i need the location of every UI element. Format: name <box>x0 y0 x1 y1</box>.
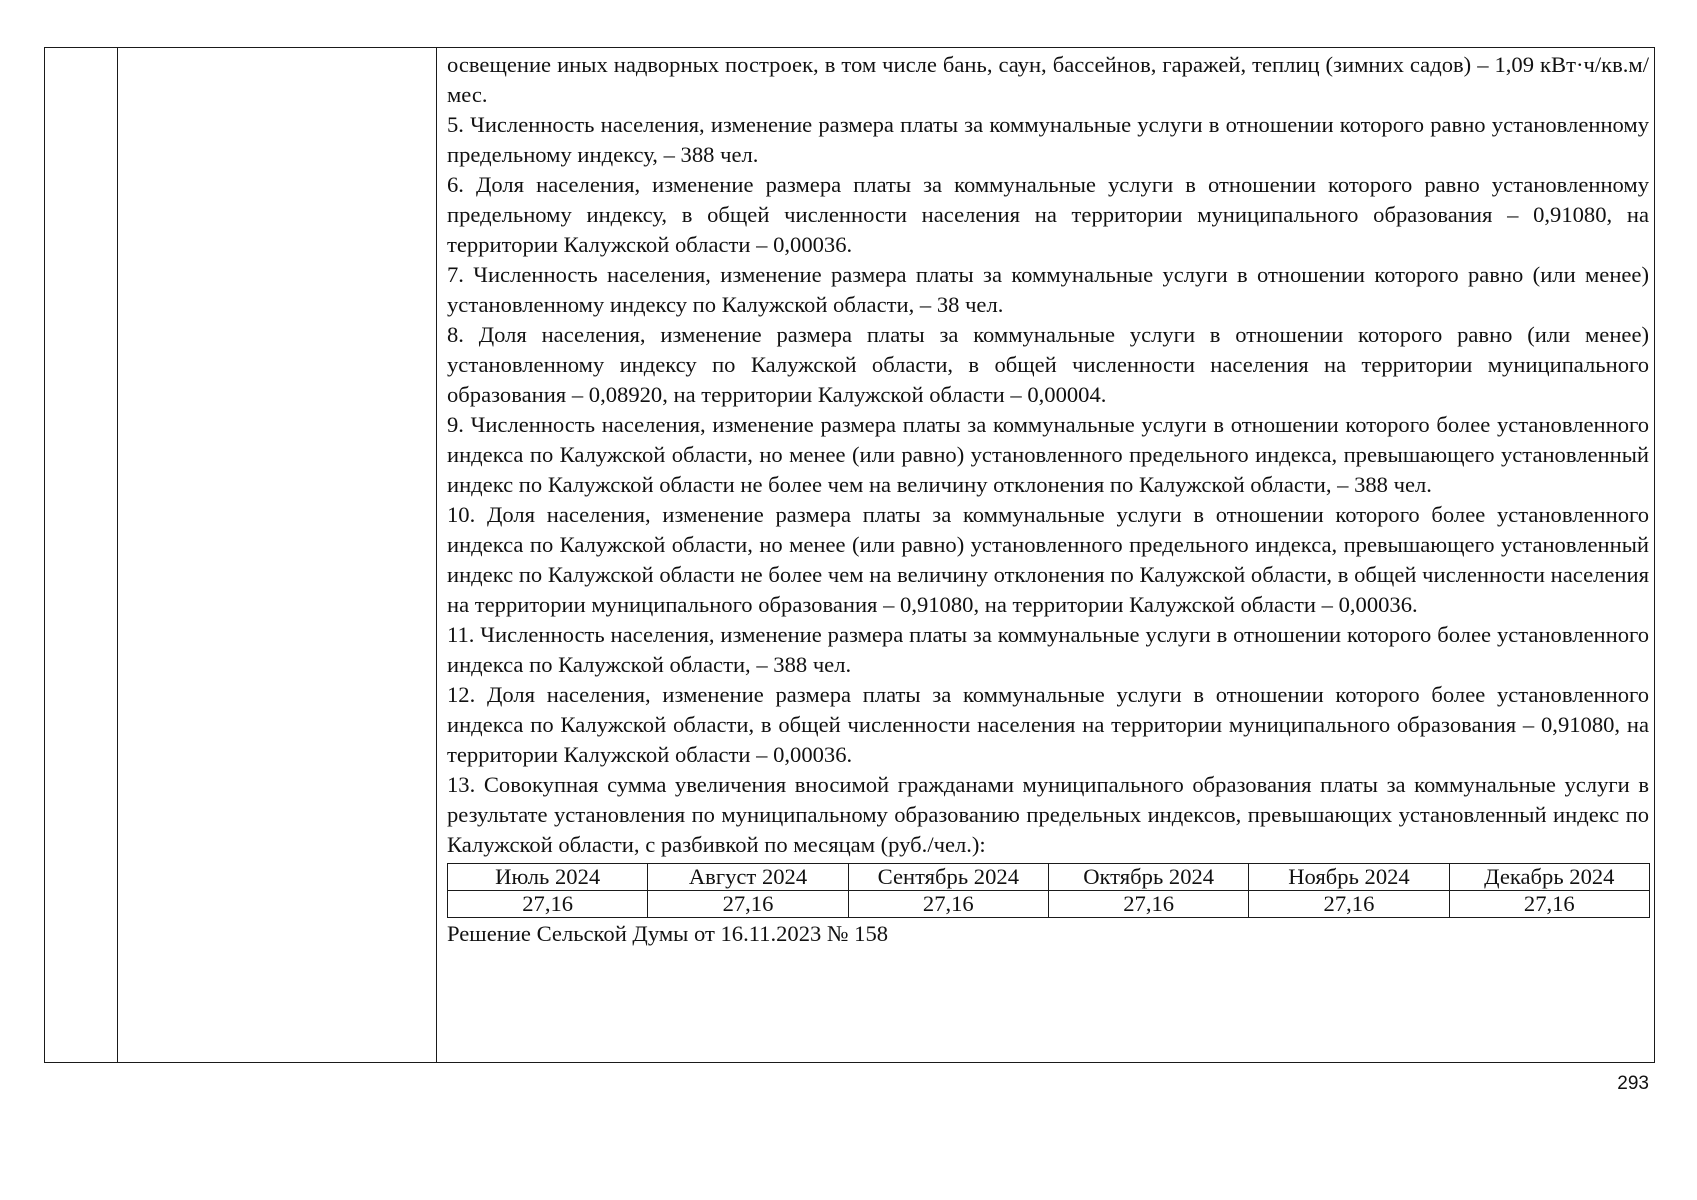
paragraph-7: 7. Численность населения, изменение размера платы за коммунальные услуги в отношении которого равно (или менее) установленному индексу по Калужской области, – 38 чел. <box>447 262 1649 317</box>
table-cell: 27,16 <box>1249 891 1449 918</box>
column-divider-1 <box>117 48 118 1062</box>
column-divider-2 <box>436 48 437 1062</box>
table-header-cell: Декабрь 2024 <box>1449 864 1649 891</box>
paragraph-6: 6. Доля населения, изменение размера платы за коммунальные услуги в отношении которого равно установленному предельному индексу, в общей численности населения на территории муниципального образования – 0,91080, на территории Калужской области – 0,00036. <box>447 172 1649 257</box>
paragraph-11: 11. Численность населения, изменение размера платы за коммунальные услуги в отношении которого более установленного индекса по Калужской области, – 388 чел. <box>447 622 1649 677</box>
paragraph-8: 8. Доля населения, изменение размера платы за коммунальные услуги в отношении которого равно (или менее) установленному индексу по Калужской области, в общей численности населения на территории муниципального образования – 0,08920, на территории Калужской области – 0,00004. <box>447 322 1649 407</box>
paragraph-5: 5. Численность населения, изменение размера платы за коммунальные услуги в отношении которого равно установленному предельному индексу, – 388 чел. <box>447 112 1649 167</box>
decision-reference: Решение Сельской Думы от 16.11.2023 № 158 <box>447 921 889 946</box>
table-header-cell: Октябрь 2024 <box>1048 864 1248 891</box>
table-cell: 27,16 <box>1048 891 1248 918</box>
table-header-cell: Сентябрь 2024 <box>848 864 1048 891</box>
content-cell <box>447 50 1649 949</box>
paragraph-9: 9. Численность населения, изменение размера платы за коммунальные услуги в отношении которого более установленного индекса по Калужской области, но менее (или равно) установленного предельного индекса, превышающего установленный индекс по Калужской области не более чем на величину отклонения по Калужской области, – 388 чел. <box>447 412 1649 497</box>
table-header-row <box>448 864 1650 891</box>
paragraph-10: 10. Доля населения, изменение размера платы за коммунальные услуги в отношении которого более установленного индекса по Калужской области, но менее (или равно) установленного предельного индекса, превышающего установленный индекс по Калужской области не более чем на величину отклонения по Калужской области, в общей численности населения на территории муниципального образования – 0,91080, на территории Калужской области – 0,00036. <box>447 502 1649 617</box>
paragraph-lighting-norm: освещение иных надворных построек, в том числе бань, саун, бассейнов, гаражей, теплиц (зимних садов) – 1,09 кВт·ч/кв.м/мес. <box>447 52 1649 107</box>
table-cell: 27,16 <box>648 891 848 918</box>
table-header-cell: Июль 2024 <box>448 864 648 891</box>
page-number: 293 <box>1617 1073 1649 1094</box>
table-header-cell: Август 2024 <box>648 864 848 891</box>
table-header-cell: Ноябрь 2024 <box>1249 864 1449 891</box>
table-row <box>448 891 1650 918</box>
paragraph-12: 12. Доля населения, изменение размера платы за коммунальные услуги в отношении которого более установленного индекса по Калужской области, в общей численности населения на территории муниципального образования – 0,91080, на территории Калужской области – 0,00036. <box>447 682 1649 767</box>
paragraph-13: 13. Совокупная сумма увеличения вносимой гражданами муниципального образования платы за коммунальные услуги в результате установления по муниципальному образованию предельных индексов, превышающих установленный индекс по Калужской области, с разбивкой по месяцам (руб./чел.): <box>447 772 1649 857</box>
table-cell: 27,16 <box>1449 891 1649 918</box>
table-cell: 27,16 <box>848 891 1048 918</box>
monthly-increase-table <box>447 863 1650 918</box>
table-cell: 27,16 <box>448 891 648 918</box>
